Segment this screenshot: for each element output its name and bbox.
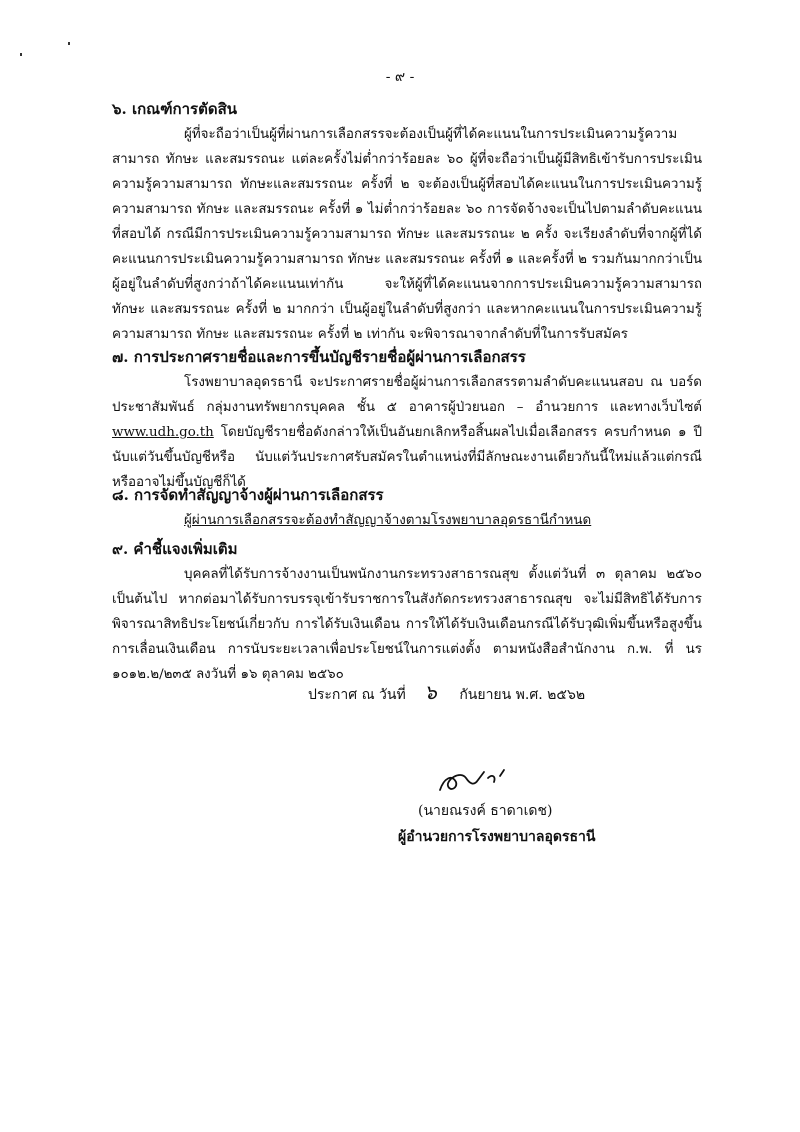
section-paragraph: บุคคลที่ได้รับการจ้างงานเป็นพนักงานกระทรวงสาธารณสุข ตั้งแต่วันที่ ๓ ตุลาคม ๒๕๖๐ เป็นต้นไป หากต่อมาได้รับการบรรจุเข้ารับราชการในสังกัดกระทรวงสาธารณสุข จะไม่มีสิทธิได้รับการพิจารณาสิทธิประโยชน์เกี่ยวกับ การได้รับเงินเดือน การให้ได้รับเงินเดือนกรณีได้รับวุฒิเพิ่มขึ้นหรือสูงขึ้น การเลื่อนเงินเดือน การนับระยะเวลาเพื่อประโยชน์ในการแต่งตั้ง ตามหนังสือสำนักงาน ก.พ. ที่ นร ๑๐๑๒.๒/๒๓๕ ลงวันที่ ๑๖ ตุลาคม ๒๕๖๐ [112, 567, 702, 682]
section-contract [112, 484, 702, 533]
announcement-date [308, 676, 585, 708]
section-criteria [112, 98, 702, 347]
section-paragraph: ผู้ที่จะถือว่าเป็นผู้ที่ผ่านการเลือกสรรจะต้องเป็นผู้ที่ได้คะแนนในการประเมินความรู้ความสามารถ ทักษะ และสมรรถนะ แต่ละครั้งไม่ต่ำกว่าร้อยละ ๖๐ ผู้ที่จะถือว่าเป็นผู้มีสิทธิเข้ารับการประเมินความรู้ความสามารถ ทักษะและสมรรถนะ ครั้งที่ ๒ จะต้องเป็นผู้ที่สอบได้คะแนนในการประเมินความรู้ความสามารถ ทักษะ และสมรรถนะ ครั้งที่ ๑ ไม่ต่ำกว่าร้อยละ ๖๐ การจัดจ้างจะเป็นไปตามลำดับคะแนนที่สอบได้ กรณีมีการประเมินความรู้ความสามารถ ทักษะ และสมรรถนะ ๒ ครั้ง จะเรียงลำดับที่จากผู้ที่ได้คะแนนการประเมินความรู้ความสามารถ ทักษะ และสมรรถนะ ครั้งที่ ๑ และครั้งที่ ๒ รวมกันมากกว่าเป็นผู้อยู่ในลำดับที่สูงกว่าถ้าได้คะแนนเท่ากัน จะให้ผู้ที่ได้คะแนนจากการประเมินความรู้ความสามารถ ทักษะ และสมรรถนะ ครั้งที่ ๒ มากกว่า เป็นผู้อยู่ในลำดับที่สูงกว่า และหากคะแนนในการประเมินความรู้ความสามารถ ทักษะ และสมรรถนะ ครั้งที่ ๒ เท่ากัน จะพิจารณาจากลำดับที่ในการรับสมัคร [112, 127, 702, 342]
handwritten-signature [430, 760, 520, 800]
announcement-month-year: กันยายน พ.ศ. ๒๕๖๒ [459, 687, 586, 703]
announcement-day: ๖ [424, 680, 437, 704]
section-additional-notes [112, 538, 702, 687]
section-heading: ๘. การจัดทำสัญญาจ้างผู้ผ่านการเลือกสรร [112, 486, 384, 504]
signatory-name: (นายณรงค์ ธาดาเดช) [418, 803, 553, 819]
contract-note: ผู้ผ่านการเลือกสรรจะต้องทำสัญญาจ้างตามโรงพยาบาลอุดรธานีกำหนด [184, 513, 592, 528]
section-heading: ๖. เกณฑ์การตัดสิน [112, 100, 237, 118]
section-heading: ๙. คำชี้แจงเพิ่มเติม [112, 540, 238, 558]
section-announcement-list [112, 346, 702, 495]
page-number: - ๙ - [385, 69, 415, 85]
paragraph-text: โดยบัญชีรายชื่อดังกล่าวให้เป็นอันยกเลิกหรือสิ้นผลไปเมื่อเลือกสรร ครบกำหนด ๑ ปี นับแต่วันขึ้นบัญชีหรือ นับแต่วันประกาศรับสมัครในตำแหน่งที่มีลักษณะงานเดียวกันนี้ใหม่แล้วแต่กรณี หรืออาจไม่ขึ้นบัญชีก็ได้ [112, 425, 702, 490]
scan-speck [68, 42, 70, 45]
paragraph-text: โรงพยาบาลอุดรธานี จะประกาศรายชื่อผู้ผ่านการเลือกสรรตามลำดับคะแนนสอบ ณ บอร์ดประชาสัมพันธ์ กลุ่มงานทรัพยากรบุคคล ชั้น ๕ อาคารผู้ป่วยนอก – อำนวยการ และทางเว็บไซต์ [112, 375, 702, 415]
signatory-position: ผู้อำนวยการโรงพยาบาลอุดรธานี [398, 829, 596, 845]
section-paragraph [112, 370, 702, 495]
announcement-prefix: ประกาศ ณ วันที่ [308, 687, 406, 703]
scan-speck [20, 53, 22, 56]
website-link[interactable]: www.udh.go.th [112, 425, 214, 440]
section-heading: ๗. การประกาศรายชื่อและการขึ้นบัญชีรายชื่อผู้ผ่านการเลือกสรร [112, 348, 526, 366]
